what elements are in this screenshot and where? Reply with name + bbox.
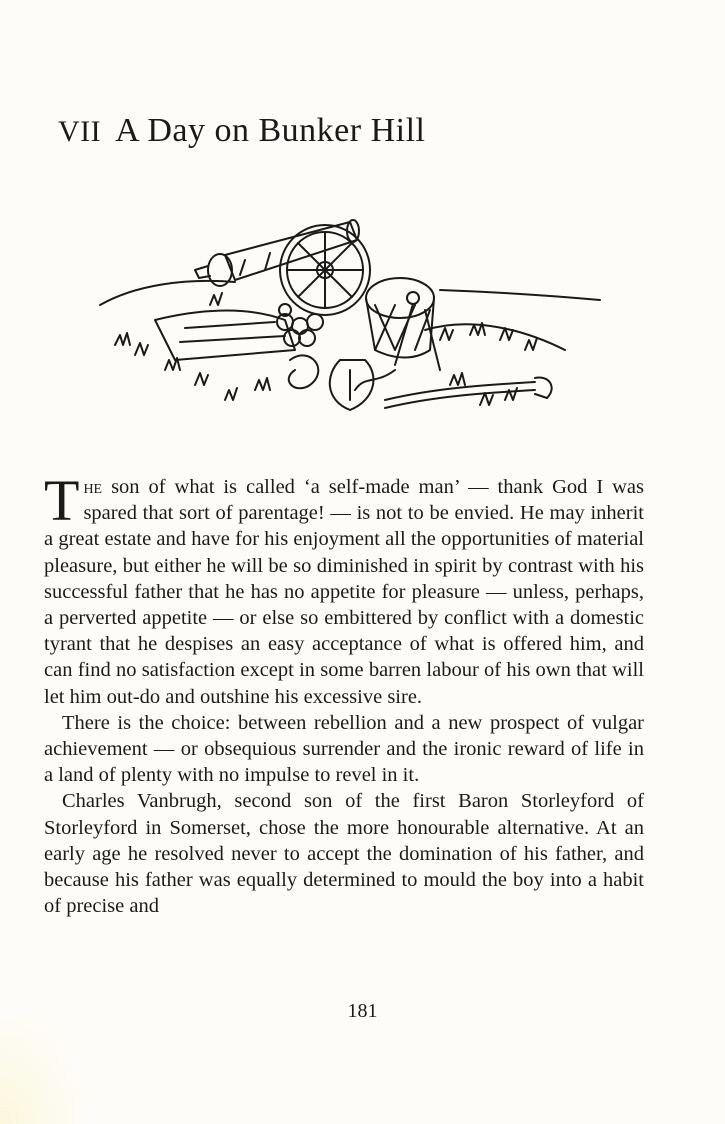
page-number: 181 <box>347 1000 378 1022</box>
drop-cap: T <box>44 468 80 533</box>
body-text <box>44 468 644 919</box>
paragraph-2: There is the choice: between rebellion and a new prospect of vulgar achievement — or obsequious surrender and the ironic reward of life in a land of plenty with no impulse to revel in it. <box>44 711 644 787</box>
cannon-vignette-illustration <box>95 210 605 425</box>
first-word: he <box>83 476 103 498</box>
chapter-title <box>58 112 425 150</box>
chapter-title-text: A Day on Bunker Hill <box>115 112 426 149</box>
paper-stain <box>0 1004 90 1124</box>
paragraph-3: Charles Vanbrugh, second son of the first Baron Storleyford of Storleyford in Somerset, chose the more honourable alternative. At an early age he resolved never to accept the domination of his father, and because his father was equally determined to mould the boy into a habit of precise and <box>44 790 644 918</box>
paragraph-1 <box>44 468 644 710</box>
paragraph-1-text: son of what is called ‘a self-made man’ — thank God I was spared that sort of parentage! — is not to be envied. He may inherit a great estate and have for his enjoyment all the opportunities of material pleasure, but either he will be so diminished in spirit by contrast with his successful father that he has no appetite for pleasure — unless, perhaps, a perverted appetite — or else so embittered by conflict with a domestic tyrant that he despises an easy acceptance of what is offered him, and can find no satisfaction except in some barren labour of his own that will let him out-do and outshine his excessive sire. <box>44 476 644 708</box>
chapter-number: VII <box>58 115 102 148</box>
